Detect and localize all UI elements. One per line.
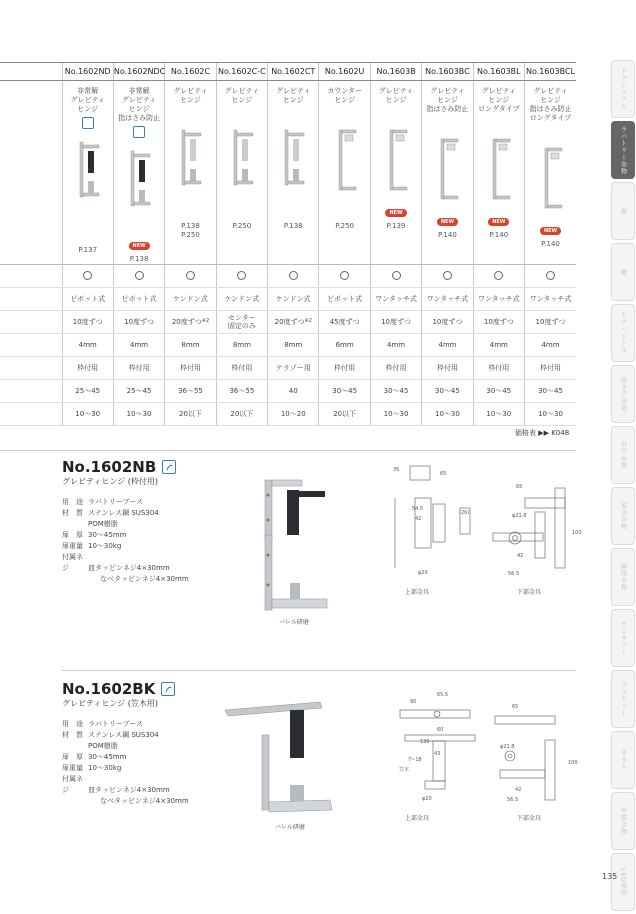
model-header: No.1603B bbox=[370, 63, 421, 81]
model-header: No.1603BL bbox=[473, 63, 524, 81]
product-description: グレビティ ヒンジ bbox=[224, 87, 260, 104]
adjust-angle-value: 10度ずつ bbox=[483, 318, 514, 326]
availability-mark bbox=[186, 271, 195, 280]
model-header: No.1602ND bbox=[62, 63, 113, 81]
clearance-value: 4mm bbox=[130, 341, 149, 349]
new-badge: NEW bbox=[129, 242, 150, 250]
hinge-image bbox=[427, 134, 467, 204]
product-image bbox=[474, 122, 524, 217]
door-weight-value: 10～20 bbox=[280, 410, 306, 418]
product-subtitle: グレビティヒンジ (笠木用) bbox=[62, 699, 158, 708]
availability-mark bbox=[494, 271, 503, 280]
hinge-image bbox=[119, 146, 159, 216]
drawing-label-lower: 下部金具 bbox=[517, 815, 542, 822]
model-header: No.1602U bbox=[319, 63, 370, 81]
product-description: グレビティ ヒンジ bbox=[378, 87, 414, 104]
product-title: No.1602NB bbox=[62, 458, 157, 476]
note-mark: ※2 bbox=[201, 318, 210, 324]
product-image bbox=[114, 146, 164, 241]
spec-line: 扉 厚 30～45mm bbox=[62, 753, 127, 761]
mount-type-value: ピボット式 bbox=[70, 295, 106, 303]
model-header: No.1602NDC bbox=[113, 63, 164, 81]
hinge-image bbox=[68, 137, 108, 207]
sidebar-tab[interactable]: 手すり bbox=[611, 731, 635, 789]
product-description: 非常解 グレビティ ヒンジ 指はさみ防止 bbox=[118, 87, 161, 122]
door-thickness-value: 25～45 bbox=[75, 387, 101, 395]
category-sidebar bbox=[606, 60, 636, 914]
door-thickness-value: 30～45 bbox=[383, 387, 409, 395]
spec-line: POM樹脂 bbox=[88, 742, 118, 750]
product-image bbox=[422, 122, 472, 217]
availability-mark bbox=[392, 271, 401, 280]
product-description: グレビティ ヒンジ 指はさみ防止 ロングタイプ bbox=[529, 87, 572, 122]
product-image bbox=[165, 113, 215, 208]
model-header: No.1603BCL bbox=[525, 63, 576, 81]
spec-list bbox=[62, 719, 189, 807]
product-image bbox=[371, 113, 421, 208]
sidebar-tab[interactable]: 開き戸金物 bbox=[611, 365, 635, 423]
spec-line: 用 途 ラバトリーブース bbox=[62, 498, 143, 506]
availability-mark bbox=[237, 271, 246, 280]
model-header: No.1603BC bbox=[422, 63, 473, 81]
emergency-release-icon bbox=[82, 117, 94, 129]
product-block-1602nb bbox=[62, 458, 189, 585]
emergency-release-icon bbox=[133, 126, 145, 138]
sidebar-tab[interactable]: 外装金物 bbox=[611, 792, 635, 850]
header-row bbox=[0, 63, 576, 81]
door-weight-value: 10～30 bbox=[126, 410, 152, 418]
hinge-image bbox=[531, 143, 571, 213]
usage-value: 枠付用 bbox=[488, 364, 510, 372]
page-reference[interactable]: P.250 bbox=[232, 222, 252, 230]
sidebar-tab[interactable]: 錠 bbox=[611, 182, 635, 240]
sidebar-tab[interactable]: 引戸金物 bbox=[611, 426, 635, 484]
door-thickness-value: 36～55 bbox=[229, 387, 255, 395]
spec-line: 付属ネジ 皿タッピンネジ4×30mm bbox=[62, 775, 170, 794]
sidebar-tab[interactable]: サニタリー bbox=[611, 609, 635, 667]
product-description: グレビティ ヒンジ ロングタイプ bbox=[478, 87, 520, 113]
clearance-value: 6mm bbox=[335, 341, 354, 349]
page-reference[interactable]: P.138 bbox=[129, 255, 149, 263]
clearance-value: 4mm bbox=[489, 341, 508, 349]
adjust-angle-value: 20度ずつ bbox=[274, 318, 305, 326]
drawing-label-upper: 上部金具 bbox=[405, 589, 430, 596]
clearance-row bbox=[0, 334, 576, 357]
usage-value: テラゾー用 bbox=[275, 364, 311, 372]
clearance-value: 8mm bbox=[181, 341, 200, 349]
door-thickness-value: 30～45 bbox=[332, 387, 358, 395]
spec-list bbox=[62, 497, 189, 585]
door-weight-value: 10～30 bbox=[538, 410, 563, 418]
comparison-table bbox=[0, 62, 576, 426]
door-thickness-value: 30～45 bbox=[486, 387, 512, 395]
usage-value: 枠付用 bbox=[179, 364, 201, 372]
adjust-angle-value: 45度ずつ bbox=[329, 318, 360, 326]
note-mark: ※2 bbox=[304, 318, 312, 324]
spec-line: 材 質 ステンレス鋼 SUS304 bbox=[62, 509, 159, 517]
feature-icon bbox=[162, 460, 176, 474]
spec-line: 扉重量 10～30kg bbox=[62, 542, 122, 550]
door-thickness-value: 40 bbox=[288, 387, 298, 395]
sidebar-tab[interactable]: 家具金物 bbox=[611, 487, 635, 545]
product-image bbox=[268, 113, 318, 208]
product-description: グレビティ ヒンジ 指はさみ防止 bbox=[426, 87, 469, 113]
price-reference[interactable]: 価格表 ▶▶ K048 bbox=[515, 429, 570, 437]
new-badge: NEW bbox=[385, 209, 406, 217]
spec-line: 用 途 ラバトリーブース bbox=[62, 720, 143, 728]
usage-row bbox=[0, 357, 576, 380]
page-reference[interactable]: P.250 bbox=[335, 222, 354, 230]
hinge-image bbox=[325, 125, 365, 195]
sidebar-tab[interactable]: ドアシステム bbox=[611, 60, 635, 118]
product-photo bbox=[235, 465, 345, 615]
product-description: グレビティ ヒンジ bbox=[173, 87, 208, 104]
adjust-angle-value: 10度ずつ bbox=[381, 318, 411, 326]
sidebar-tab[interactable]: ブラケット bbox=[611, 670, 635, 728]
spec-line: 材 質 ステンレス鋼 SUS304 bbox=[62, 731, 159, 739]
availability-mark bbox=[443, 271, 452, 280]
adjust-angle-value: 10度ずつ bbox=[124, 318, 155, 326]
new-badge: NEW bbox=[540, 227, 561, 235]
door-weight-value: 10～30 bbox=[486, 410, 512, 418]
product-photo bbox=[220, 690, 350, 820]
product-image bbox=[217, 113, 267, 208]
door-thickness-value: 25～45 bbox=[126, 387, 152, 395]
section-divider bbox=[0, 450, 576, 451]
photo-caption: バレル研磨 bbox=[279, 619, 309, 626]
mount-type-value: ワンタッチ式 bbox=[477, 295, 520, 303]
availability-mark bbox=[135, 271, 144, 280]
clearance-value: 4mm bbox=[386, 341, 406, 349]
spec-line: なべタッピンネジ4×30mm bbox=[100, 575, 189, 583]
new-badge: NEW bbox=[488, 218, 509, 226]
availability-mark bbox=[83, 271, 92, 280]
door-weight-value: 20以下 bbox=[230, 410, 254, 418]
mount-type-value: ピボット式 bbox=[327, 295, 363, 303]
drawing-label-lower: 下部金具 bbox=[517, 589, 542, 596]
mount-type-value: ピボット式 bbox=[121, 295, 157, 303]
page-reference[interactable]: P.140 bbox=[438, 231, 457, 239]
sidebar-tab[interactable]: ラバトリー金物 bbox=[611, 121, 635, 179]
hinge-image bbox=[222, 125, 262, 195]
hinge-image bbox=[479, 134, 519, 204]
section-divider bbox=[62, 670, 576, 671]
drawing-label-upper: 上部金具 bbox=[405, 815, 430, 822]
spec-line: なべタッピンネジ4×30mm bbox=[100, 797, 189, 805]
clearance-value: 8mm bbox=[284, 341, 303, 349]
clearance-value: 4mm bbox=[78, 341, 97, 349]
product-description: グレビティ ヒンジ bbox=[276, 87, 311, 104]
adjust-angle-value: 10度ずつ bbox=[72, 318, 103, 326]
product-image bbox=[525, 131, 576, 226]
page-reference[interactable]: P.140 bbox=[541, 240, 560, 248]
door-thickness-row bbox=[0, 380, 576, 403]
sidebar-tab[interactable]: 開閉金物 bbox=[611, 548, 635, 606]
clearance-value: 4mm bbox=[438, 341, 457, 349]
mount-type-value: ワンタッチ式 bbox=[529, 295, 572, 303]
adjust-angle-row bbox=[0, 311, 576, 334]
photo-caption: バレル研磨 bbox=[275, 824, 305, 831]
door-weight-value: 20以下 bbox=[333, 410, 357, 418]
door-weight-value: 10～30 bbox=[75, 410, 101, 418]
usage-value: 枠付用 bbox=[77, 364, 99, 372]
availability-mark bbox=[289, 271, 298, 280]
availability-mark bbox=[340, 271, 349, 280]
spec-line: 付属ネジ 皿タッピンネジ4×30mm bbox=[62, 553, 170, 572]
spec-line: POM樹脂 bbox=[88, 520, 118, 528]
product-subtitle: グレビティヒンジ (枠付用) bbox=[62, 477, 158, 486]
mount-type-row bbox=[0, 288, 576, 311]
page-reference[interactable]: P.139 bbox=[386, 222, 406, 230]
mount-type-value: ワンタッチ式 bbox=[426, 295, 469, 303]
product-description: 非常解 グレビティ ヒンジ bbox=[70, 87, 105, 113]
hinge-image bbox=[273, 125, 313, 195]
door-weight-value: 10～30 bbox=[383, 410, 409, 418]
product-block-1602bk bbox=[62, 680, 189, 807]
model-header: No.1602C-C bbox=[216, 63, 267, 81]
adjust-angle-value: 10度ずつ bbox=[535, 318, 566, 326]
page-number: 135 bbox=[602, 872, 618, 881]
adjust-angle-value: 10度ずつ bbox=[432, 318, 463, 326]
sidebar-tab[interactable]: 鍵 bbox=[611, 243, 635, 301]
usage-value: 枠付用 bbox=[231, 364, 253, 372]
feature-icon bbox=[161, 682, 175, 696]
technical-drawing bbox=[385, 690, 580, 815]
adjust-angle-value: センター 固定のみ bbox=[227, 314, 256, 330]
product-image bbox=[319, 113, 369, 208]
clearance-value: 8mm bbox=[232, 341, 251, 349]
door-thickness-value: 30～45 bbox=[435, 387, 460, 395]
mount-type-value: ワンタッチ式 bbox=[375, 295, 417, 303]
model-header: No.1602C bbox=[165, 63, 216, 81]
page-reference[interactable]: P.137 bbox=[78, 246, 98, 254]
adjust-angle-value: 20度ずつ bbox=[171, 318, 202, 326]
page-reference[interactable]: P.138 bbox=[283, 222, 303, 230]
clearance-value: 4mm bbox=[541, 341, 560, 349]
page-reference[interactable]: P.140 bbox=[489, 231, 509, 239]
availability-mark bbox=[546, 271, 555, 280]
hinge-image bbox=[170, 125, 210, 195]
product-title: No.1602BK bbox=[62, 680, 156, 698]
door-thickness-value: 30～45 bbox=[538, 387, 563, 395]
sidebar-tab[interactable]: LED照明 bbox=[611, 853, 635, 911]
mount-type-value: ケンドン式 bbox=[224, 295, 260, 303]
door-weight-row bbox=[0, 403, 576, 426]
door-weight-value: 20以下 bbox=[179, 410, 202, 418]
new-badge: NEW bbox=[437, 218, 458, 226]
usage-value: 枠付用 bbox=[385, 364, 407, 372]
spec-line: 扉 厚 30～45mm bbox=[62, 531, 127, 539]
hinge-image bbox=[376, 125, 416, 195]
door-weight-value: 10～30 bbox=[435, 410, 460, 418]
usage-value: 枠付用 bbox=[436, 364, 458, 372]
usage-value: 枠付用 bbox=[128, 364, 150, 372]
usage-value: 枠付用 bbox=[334, 364, 356, 372]
usage-value: 枠付用 bbox=[540, 364, 561, 372]
product-row bbox=[0, 81, 576, 265]
door-thickness-value: 36～55 bbox=[178, 387, 203, 395]
mount-type-value: ケンドン式 bbox=[173, 295, 208, 303]
spec-line: 扉重量 10～30kg bbox=[62, 764, 122, 772]
page-reference[interactable]: P.138 P.250 bbox=[181, 222, 200, 239]
sidebar-tab[interactable]: ドアハンドル bbox=[611, 304, 635, 362]
availability-row bbox=[0, 265, 576, 288]
product-image bbox=[63, 137, 113, 232]
mount-type-value: ケンドン式 bbox=[275, 295, 311, 303]
product-description: カウンター ヒンジ bbox=[327, 87, 363, 104]
model-header: No.1602CT bbox=[268, 63, 319, 81]
